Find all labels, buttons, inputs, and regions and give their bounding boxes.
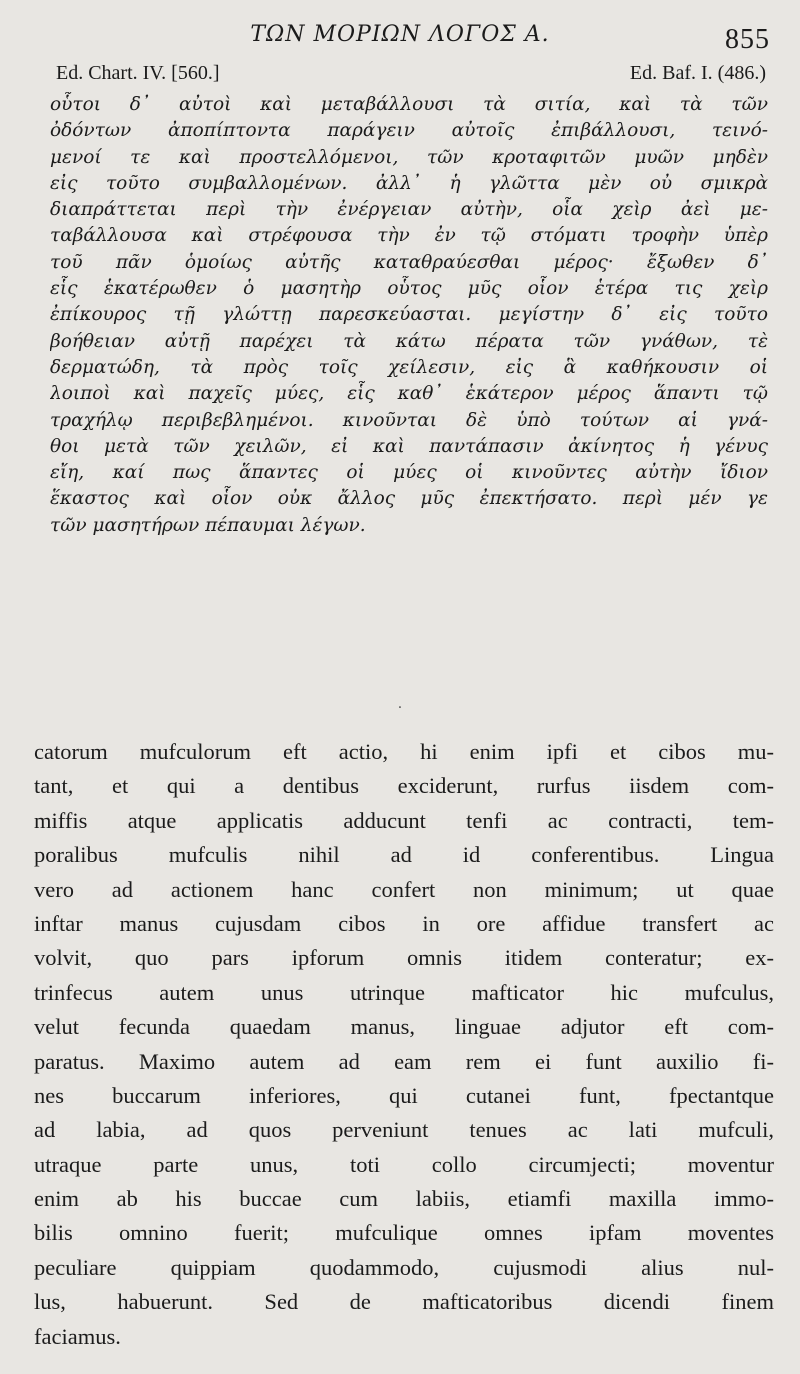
section-divider-dot: ·	[397, 700, 403, 716]
edition-reference-left: Ed. Chart. IV. [560.]	[56, 62, 220, 84]
latin-text-block	[34, 735, 774, 1354]
greek-line: τοῦ πᾶν ὁμοίως αὐτῆς καταθραύεσθαι μέρος· ἔξωθεν δ᾽	[50, 251, 768, 273]
greek-line: μενοί τε καὶ προστελλόμενοι, τῶν κροταφιτῶν μυῶν μηδὲν	[50, 146, 768, 168]
greek-line: λοιποὶ καὶ παχεῖς μύες, εἷς καθ᾽ ἑκάτερον μέρος ἅπαντι τῷ	[50, 383, 768, 405]
latin-line: miffis atque applicatis adducunt tenfi ac contracti, tem-	[34, 807, 774, 833]
greek-line: ἐπίκουρος τῇ γλώττῃ παρεσκεύασται. μεγίστην δ᾽ εἰς τοῦτο	[50, 304, 768, 326]
latin-line: utraque parte unus, toti collo circumjecti; moventur	[34, 1151, 774, 1177]
latin-line: peculiare quippiam quodammodo, cujusmodi alius nul-	[34, 1254, 774, 1280]
greek-line: διαπράττεται περὶ τὴν ἐνέργειαν αὐτὴν, οἷα χεὶρ ἀεὶ με-	[50, 199, 768, 221]
latin-line: lus, habuerunt. Sed de mafticatoribus dicendi finem	[34, 1289, 774, 1315]
greek-line: εἴη, καί πως ἅπαντες οἱ μύες οἱ κινοῦντες αὐτὴν ἴδιον	[50, 462, 768, 484]
latin-line: inftar manus cujusdam cibos in ore affidue transfert ac	[34, 910, 774, 936]
latin-line: faciamus.	[34, 1323, 121, 1349]
greek-line: εἷς ἑκατέρωθεν ὁ μασητὴρ οὗτος μῦς οἷον ἑτέρα τις χεὶρ	[50, 278, 768, 300]
greek-line: βοήθειαν αὐτῇ παρέχει τὰ κάτω πέρατα τῶν γνάθων, τὲ	[50, 330, 768, 352]
greek-line: δερματώδη, τὰ πρὸς τοῖς χείλεσιν, εἰς ἃ καθήκουσιν οἱ	[50, 356, 768, 378]
greek-line: ὀδόντων ἀποπίπτοντα παράγειν αὐτοῖς ἐπιβάλλουσι, τεινό-	[50, 120, 768, 142]
latin-line: vero ad actionem hanc confert non minimum; ut quae	[34, 876, 774, 902]
greek-line: τραχήλῳ περιβεβλημένοι. κινοῦνται δὲ ὑπὸ τούτων αἱ γνά-	[50, 409, 768, 431]
latin-line: ad labia, ad quos perveniunt tenues ac lati mufculi,	[34, 1117, 774, 1143]
latin-line: volvit, quo pars ipforum omnis itidem conteratur; ex-	[34, 945, 774, 971]
greek-line: οὗτοι δ᾽ αὐτοὶ καὶ μεταβάλλουσι τὰ σιτία, καὶ τὰ τῶν	[50, 94, 768, 115]
latin-line: bilis omnino fuerit; mufculique omnes ipfam moventes	[34, 1220, 774, 1246]
latin-line: velut fecunda quaedam manus, linguae adjutor eft com-	[34, 1014, 774, 1040]
latin-line: nes buccarum inferiores, qui cutanei funt, fpectantque	[34, 1082, 774, 1108]
greek-line: θοι μετὰ τῶν χειλῶν, εἰ καὶ παντάπασιν ἀκίνητος ἡ γένυς	[50, 435, 768, 457]
greek-line: τῶν μασητήρων πέπαυμαι λέγων.	[50, 514, 366, 536]
latin-line: tant, et qui a dentibus exciderunt, rurfus iisdem com-	[34, 773, 774, 799]
latin-line: enim ab his buccae cum labiis, etiamfi maxilla immo-	[34, 1186, 774, 1212]
latin-line: catorum mufculorum eft actio, hi enim ipfi et cibos mu-	[34, 739, 774, 764]
latin-line: poralibus mufculis nihil ad id conferentibus. Lingua	[34, 842, 774, 868]
greek-line: εἰς τοῦτο συμβαλλομένων. ἀλλ᾽ ἡ γλῶττα μὲν οὐ σμικρὰ	[50, 172, 768, 194]
greek-text-block	[50, 92, 768, 539]
greek-line: ταβάλλουσα καὶ στρέφουσα τὴν ἐν τῷ στόματι τροφὴν ὑπὲρ	[50, 225, 768, 247]
edition-reference-right: Ed. Baf. I. (486.)	[629, 62, 766, 84]
page-number: 855	[725, 24, 770, 55]
latin-line: paratus. Maximo autem ad eam rem ei funt auxilio fi-	[34, 1048, 774, 1074]
latin-line: trinfecus autem unus utrinque mafticator hic mufculus,	[34, 979, 774, 1005]
greek-line: ἕκαστος καὶ οἷον οὐκ ἄλλος μῦς ἐπεκτήσατο. περὶ μέν γε	[50, 488, 768, 510]
running-title: ΤΩΝ ΜΟΡΙΩΝ ΛΟΓΟΣ Α.	[250, 22, 550, 47]
